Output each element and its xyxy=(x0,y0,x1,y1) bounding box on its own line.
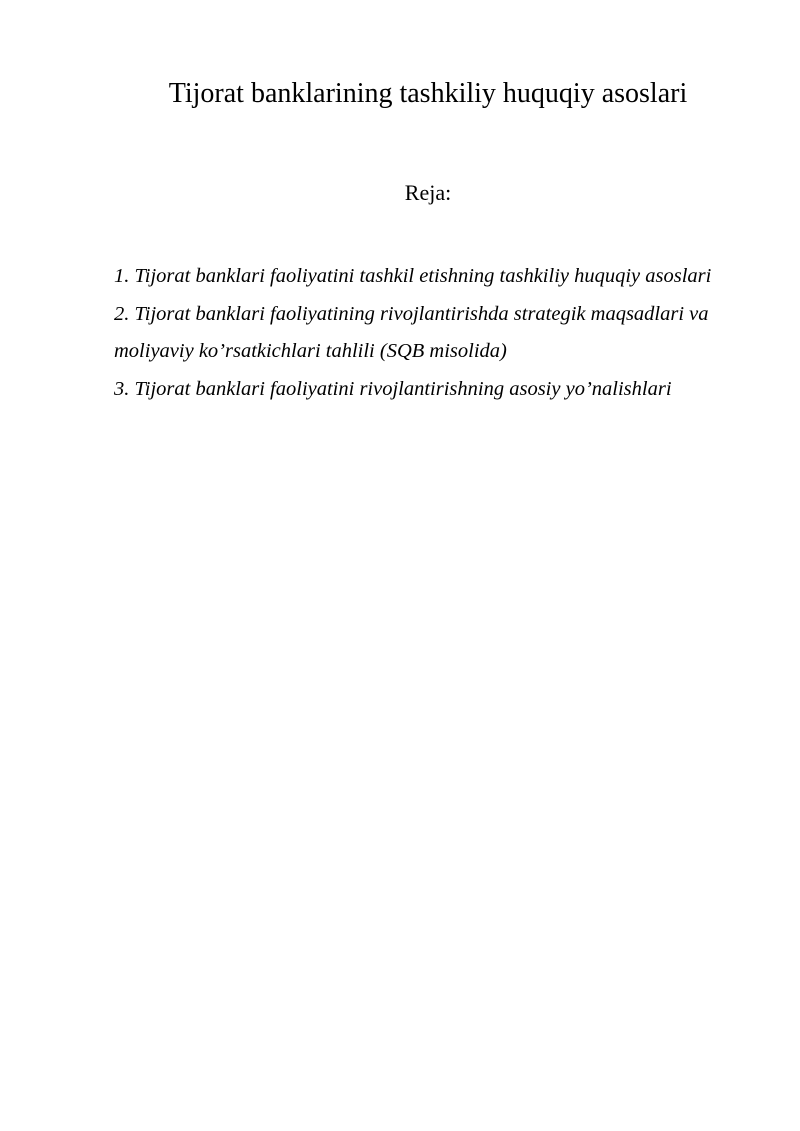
plan-item-2: 2. Tijorat banklari faoliyatining rivojlantirishda strategik maqsadlari va moliyaviy ko’rsatkichlari tahlili (SQB misolida) xyxy=(114,302,709,362)
plan-heading: Reja: xyxy=(404,180,452,205)
plan-list xyxy=(114,258,754,408)
plan-item-3: 3. Tijorat banklari faoliyatini rivojlantirishning asosiy yo’nalishlari xyxy=(114,377,672,400)
document-title: Tijorat banklarining tashkiliy huquqiy asoslari xyxy=(168,78,688,109)
plan-item-1: 1. Tijorat banklari faoliyatini tashkil etishning tashkiliy huquqiy asoslari xyxy=(114,265,712,287)
